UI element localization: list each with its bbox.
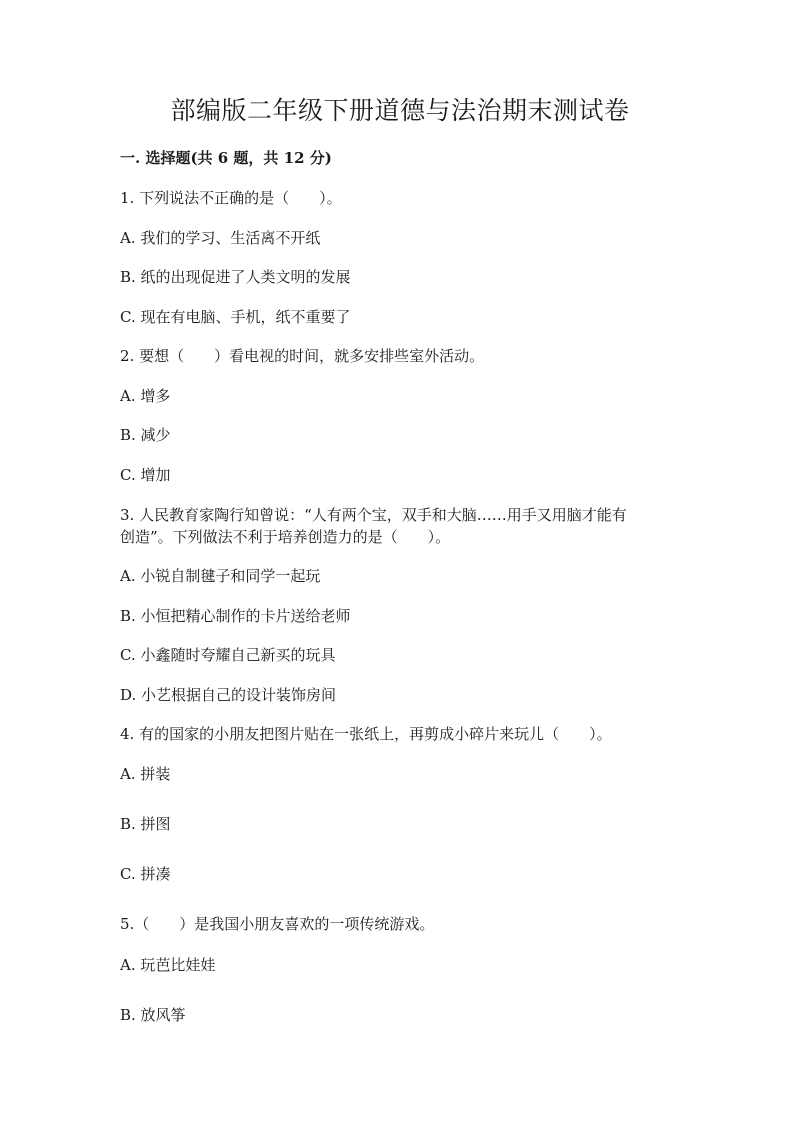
question-3-stem-line-1: 3. 人民教育家陶行知曾说：“人有两个宝，双手和大脑……用手又用脑才能有 <box>120 506 627 524</box>
question-1-option-a: A. 我们的学习、生活离不开纸 <box>120 229 321 247</box>
question-5-option-a: A. 玩芭比娃娃 <box>120 956 216 974</box>
question-3-option-b: B. 小恒把精心制作的卡片送给老师 <box>120 607 351 625</box>
question-2-option-b: B. 减少 <box>120 426 171 444</box>
question-1-option-b: B. 纸的出现促进了人类文明的发展 <box>120 268 351 286</box>
section-heading: 一. 选择题(共 6 题，共 12 分) <box>120 149 332 167</box>
question-2-option-c: C. 增加 <box>120 466 171 484</box>
question-2-stem: 2. 要想（ ）看电视的时间，就多安排些室外活动。 <box>120 347 485 365</box>
question-3-stem-line-2: 创造”。下列做法不利于培养创造力的是（ ）。 <box>120 528 451 546</box>
question-3-option-d: D. 小艺根据自己的设计装饰房间 <box>120 686 337 704</box>
question-5-stem: 5.（ ）是我国小朋友喜欢的一项传统游戏。 <box>120 915 435 933</box>
question-3-option-c: C. 小鑫随时夸耀自己新买的玩具 <box>120 646 336 664</box>
page-title: 部编版二年级下册道德与法治期末测试卷 <box>170 96 630 125</box>
question-4-option-b: B. 拼图 <box>120 815 171 833</box>
question-1-option-c: C. 现在有电脑、手机，纸不重要了 <box>120 308 351 326</box>
question-2-option-a: A. 增多 <box>120 387 171 405</box>
question-5-option-b: B. 放风筝 <box>120 1006 186 1024</box>
question-4-option-a: A. 拼装 <box>120 765 171 783</box>
question-4-stem: 4. 有的国家的小朋友把图片贴在一张纸上，再剪成小碎片来玩儿（ ）。 <box>120 725 612 743</box>
question-4-option-c: C. 拼凑 <box>120 865 171 883</box>
question-3-option-a: A. 小锐自制毽子和同学一起玩 <box>120 567 321 585</box>
question-1-stem: 1. 下列说法不正确的是（ ）。 <box>120 189 342 207</box>
